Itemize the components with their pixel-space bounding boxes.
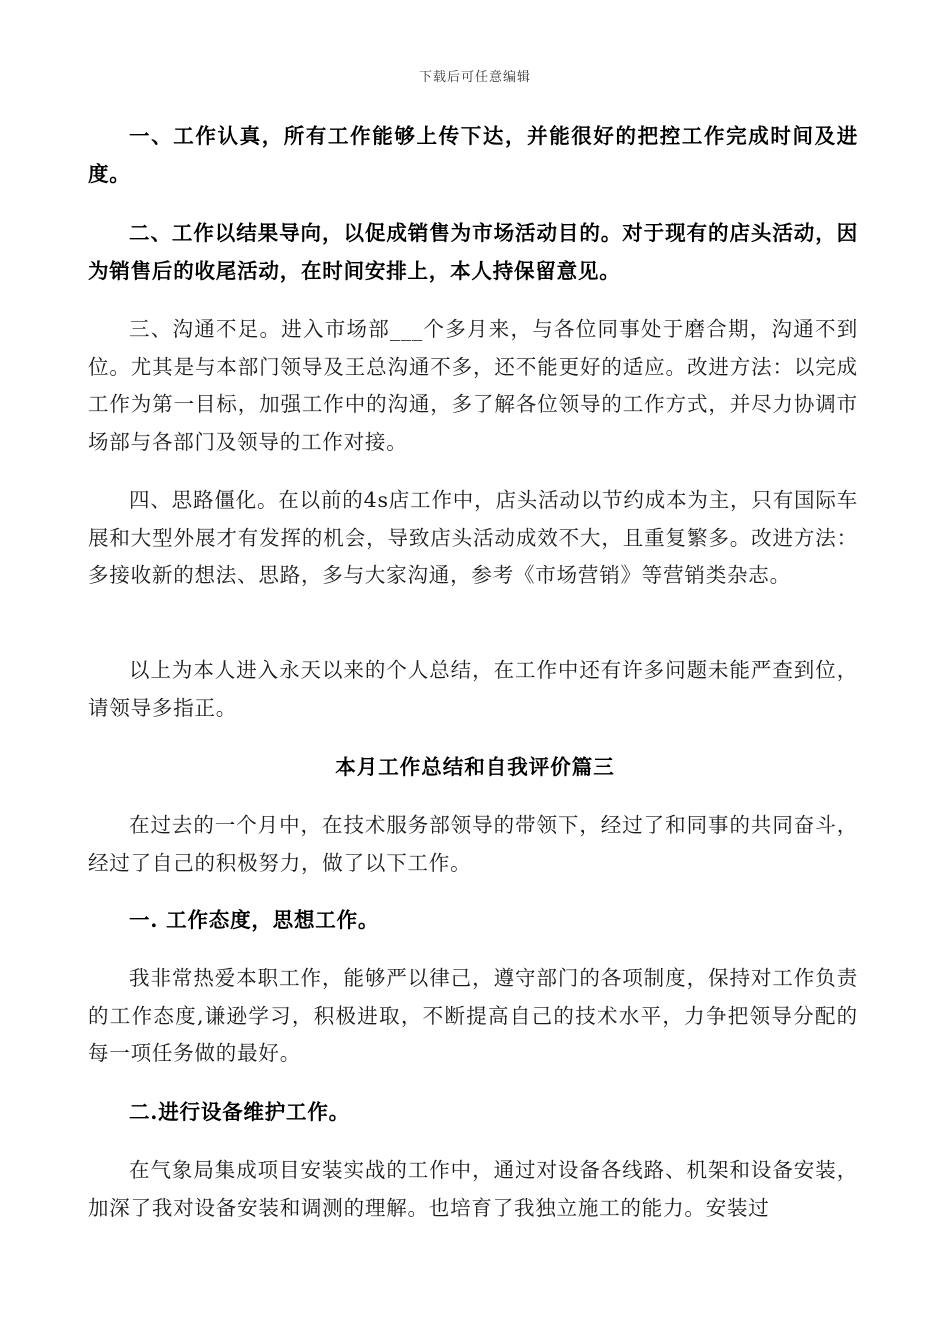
paragraph-result-oriented: 二、工作以结果导向，以促成销售为市场活动目的。对于现有的店头活动，因为销售后的收尾活动，在时间安排上，本人持保留意见。 (88, 221, 858, 283)
paragraph-love-work: 我非常热爱本职工作，能够严以律己，遵守部门的各项制度，保持对工作负责的工作态度,谦逊学习，积极进取，不断提高自己的技术水平，力争把领导分配的每一项任务做的最好。 (88, 966, 858, 1065)
paragraph-communication: 三、沟通不足。进入市场部___个多月来，与各位同事处于磨合期，沟通不到位。尤其是与本部门领导及王总沟通不多，还不能更好的适应。改进方法：以完成工作为第一目标，加强工作中的沟通，多了解各位领导的工作方式，并尽力协调市场部与各部门及领导的工作对接。 (88, 317, 858, 454)
paragraph-rigid-thinking: 四、思路僵化。在以前的4s店工作中，店头活动以节约成本为主，只有国际车展和大型外展才有发挥的机会，导致店头活动成效不大，且重复繁多。改进方法：多接收新的想法、思路，多与大家沟通，参考《市场营销》等营销类杂志。 (88, 488, 858, 587)
paragraph-summary: 以上为本人进入永天以来的个人总结，在工作中还有许多问题未能严查到位，请领导多指正。 (88, 658, 858, 720)
paragraph-equipment-install: 在气象局集成项目安装实战的工作中，通过对设备各线路、机架和设备安装，加深了我对设备安装和调测的理解。也培育了我独立施工的能力。安装过 (88, 1158, 858, 1220)
section-title: 本月工作总结和自我评价篇三 (335, 755, 615, 779)
heading-equipment-maintenance: 二.进行设备维护工作。 (129, 1100, 350, 1124)
header-note: 下载后可任意编辑 (418, 70, 531, 85)
paragraph-intro: 在过去的一个月中，在技术服务部领导的带领下，经过了和同事的共同奋斗，经过了自己的积极努力，做了以下工作。 (88, 813, 858, 875)
heading-work-attitude: 一. 工作态度，思想工作。 (129, 908, 380, 932)
paragraph-work-attitude: 一、工作认真，所有工作能够上传下达，并能很好的把控工作完成时间及进度。 (88, 124, 858, 186)
